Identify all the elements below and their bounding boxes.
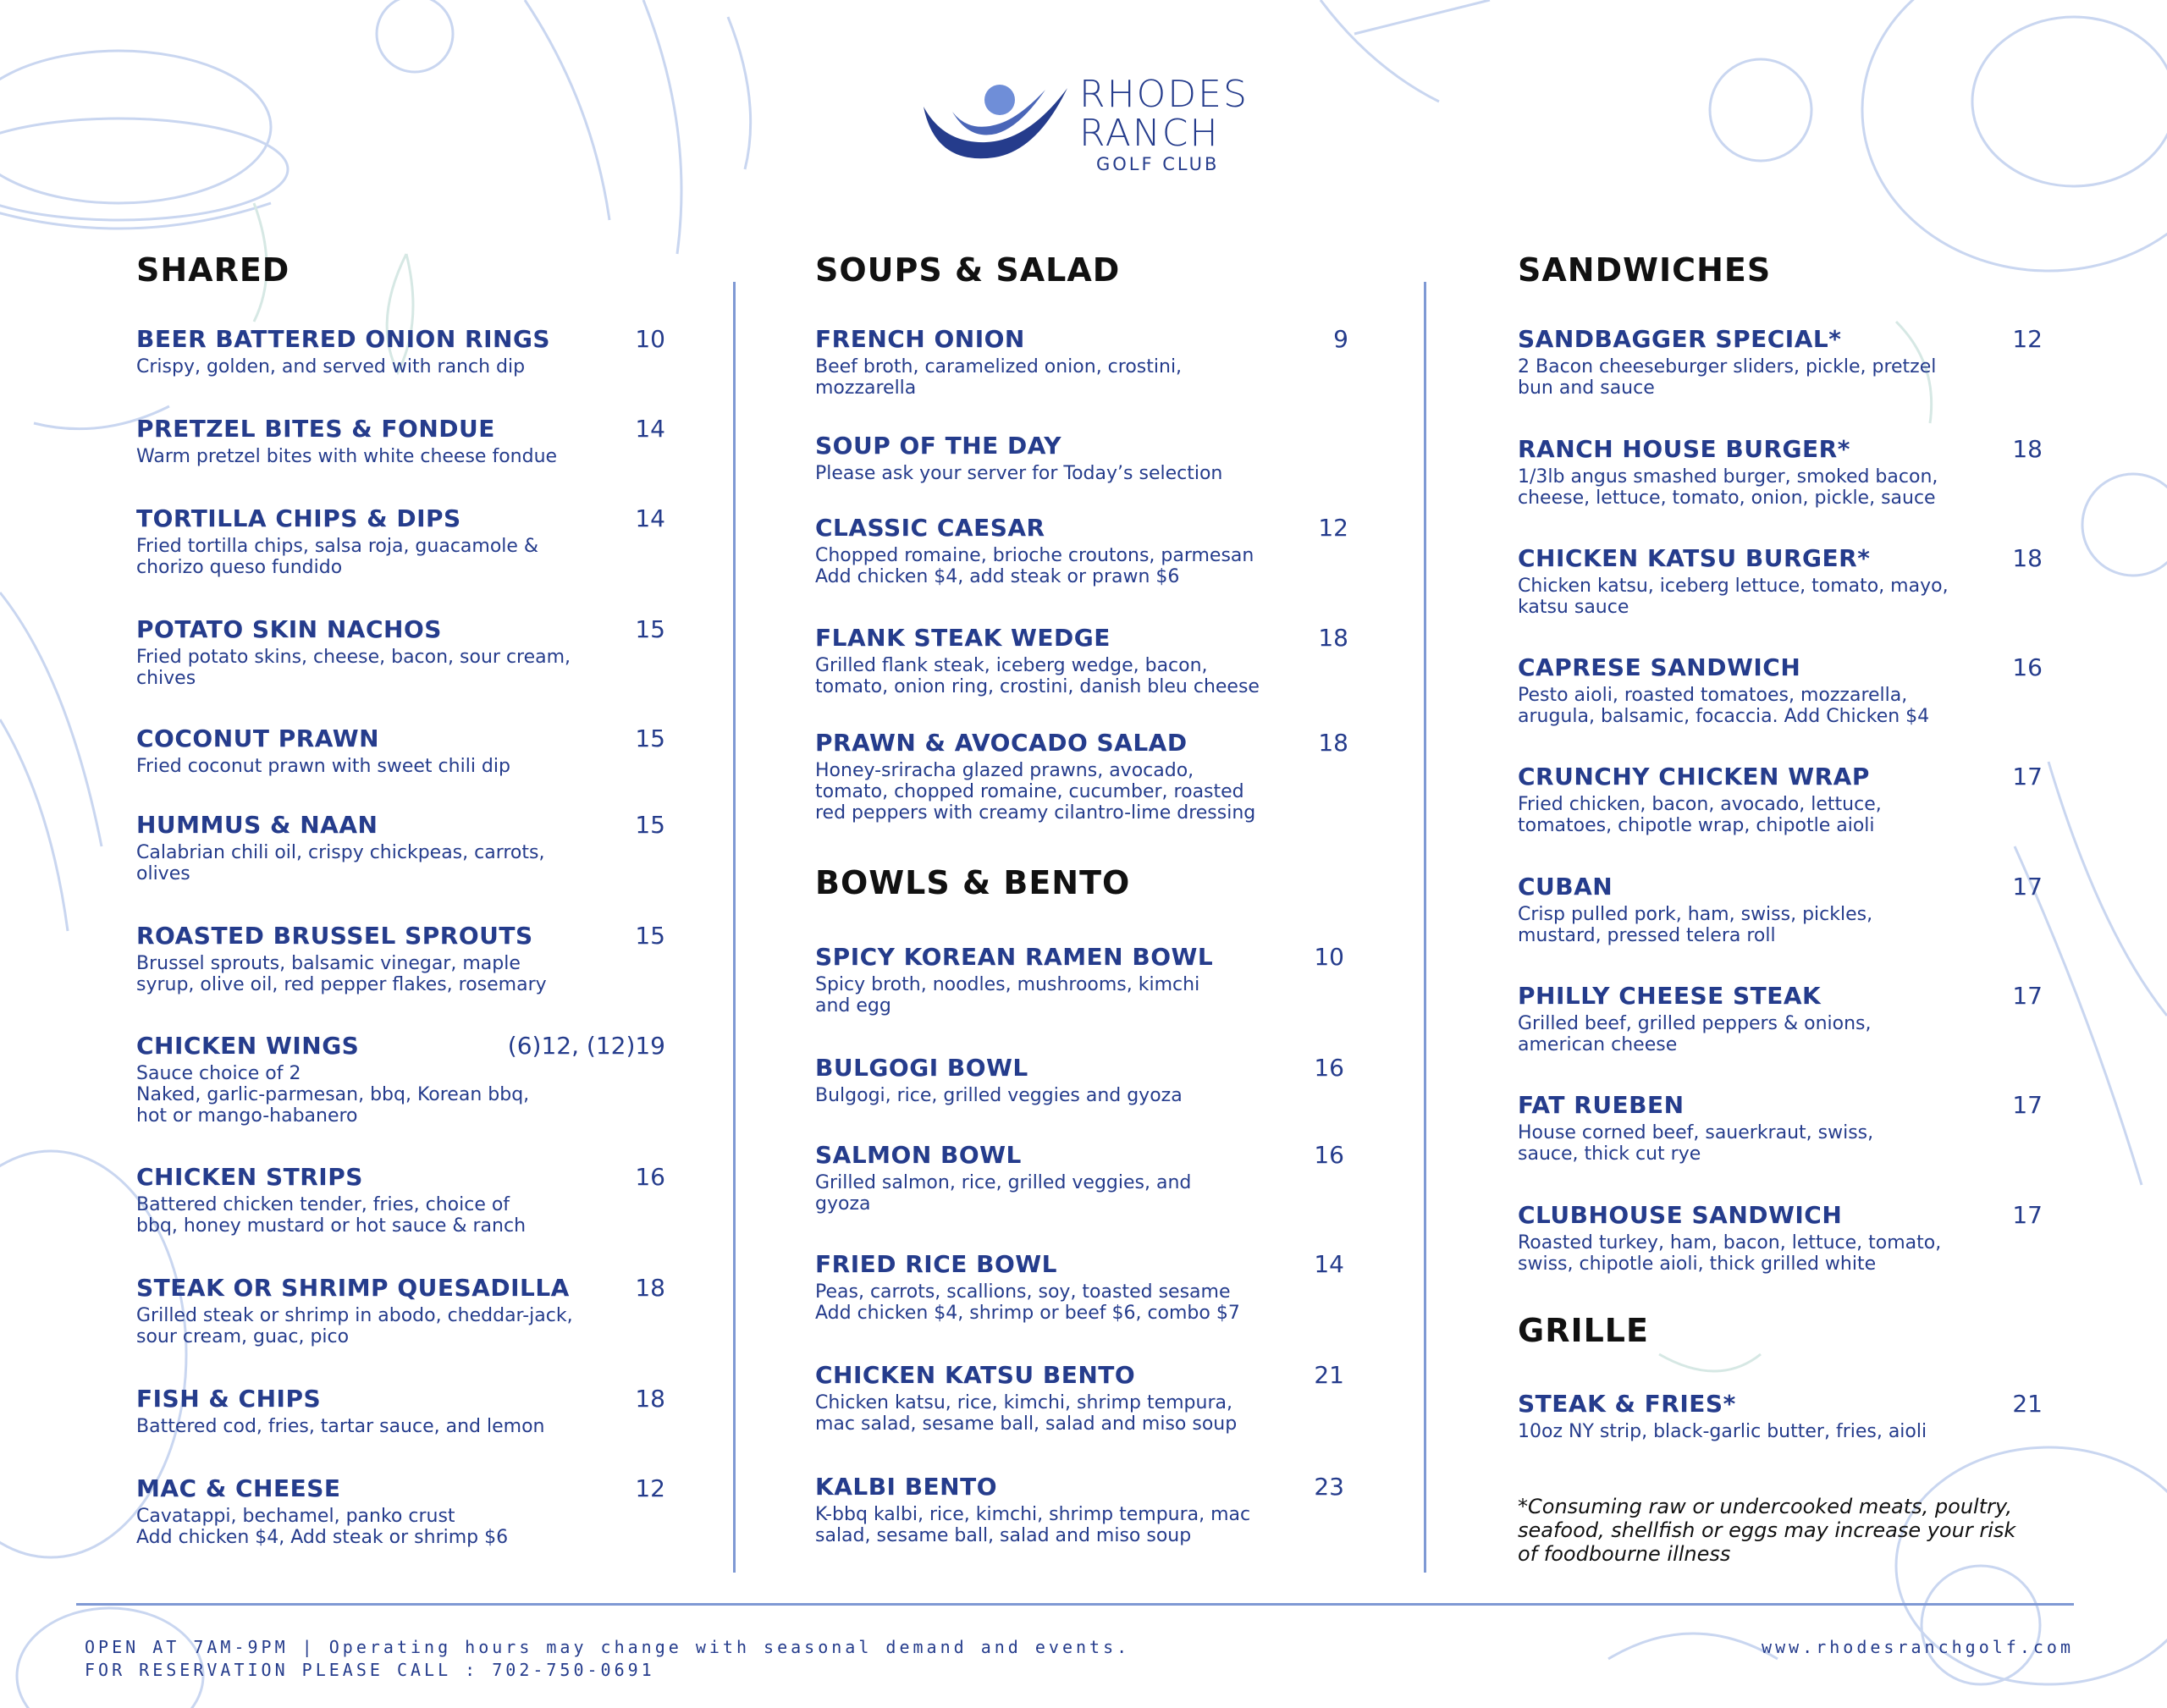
- item-description: Pesto aioli, roasted tomatoes, mozzarella, arugula, balsamic, focaccia. Add Chicken $4: [1518, 685, 1930, 727]
- item-price: 15: [635, 811, 665, 839]
- item-name: CAPRESE SANDWICH: [1518, 653, 1801, 681]
- item-description: Warm pretzel bites with white cheese fondue: [136, 446, 558, 467]
- item-description: Fried chicken, bacon, avocado, lettuce, tomatoes, chipotle wrap, chipotle aioli: [1518, 794, 1882, 836]
- item-price: 12: [2012, 325, 2043, 353]
- item-description: Peas, carrots, scallions, soy, toasted sesame Add chicken $4, shrimp or beef $6, combo $7: [815, 1281, 1240, 1324]
- item-price: 15: [635, 922, 665, 950]
- item-description: Fried potato skins, cheese, bacon, sour cream, chives: [136, 647, 571, 689]
- item-description: Brussel sprouts, balsamic vinegar, maple syrup, olive oil, red pepper flakes, rosemary: [136, 953, 547, 995]
- menu-item: [136, 1163, 665, 1237]
- item-description: Battered cod, fries, tartar sauce, and lemon: [136, 1416, 545, 1437]
- item-name: SANDBAGGER SPECIAL*: [1518, 325, 1842, 353]
- menu-item: [136, 504, 665, 578]
- menu-item: [136, 415, 665, 467]
- item-price: 16: [2012, 653, 2043, 681]
- section-title-sandwiches: SANDWICHES: [1518, 251, 1772, 289]
- item-name: STEAK & FRIES*: [1518, 1390, 1736, 1418]
- item-description: K-bbq kalbi, rice, kimchi, shrimp tempura, mac salad, sesame ball, salad and miso soup: [815, 1504, 1251, 1546]
- footer-website[interactable]: www.rhodesranchgolf.com: [1762, 1637, 2074, 1657]
- menu-item: [815, 432, 1348, 484]
- brand-line-1: RHODES: [1079, 73, 1249, 116]
- menu-item: [136, 811, 665, 884]
- menu-item: [815, 729, 1348, 824]
- menu-item: [136, 325, 665, 377]
- item-description: Chicken katsu, iceberg lettuce, tomato, mayo, katsu sauce: [1518, 576, 1949, 618]
- menu-item: [1518, 1091, 2043, 1165]
- item-name: CHICKEN KATSU BURGER*: [1518, 544, 1871, 572]
- item-name: FLANK STEAK WEDGE: [815, 624, 1111, 652]
- item-price: 9: [1333, 325, 1348, 353]
- item-name: FAT RUEBEN: [1518, 1091, 1685, 1119]
- column-divider-left: [733, 282, 736, 1573]
- item-description: Calabrian chili oil, crispy chickpeas, carrots, olives: [136, 842, 545, 884]
- menu-item: [815, 943, 1344, 1017]
- item-description: Please ask your server for Today’s selection: [815, 463, 1223, 484]
- item-name: STEAK OR SHRIMP QUESADILLA: [136, 1274, 570, 1302]
- item-price: 18: [2012, 435, 2043, 463]
- footer-hours: OPEN AT 7AM-9PM | Operating hours may change with seasonal demand and events.: [85, 1637, 1131, 1657]
- item-description: 10oz NY strip, black-garlic butter, fries, aioli: [1518, 1421, 1927, 1442]
- item-price: 12: [1318, 514, 1348, 542]
- item-price: 16: [635, 1163, 665, 1191]
- item-price: 14: [1314, 1250, 1344, 1278]
- menu-item: [815, 514, 1348, 587]
- item-price: 12: [635, 1474, 665, 1502]
- item-price: 15: [635, 725, 665, 752]
- item-name: SPICY KOREAN RAMEN BOWL: [815, 943, 1214, 971]
- menu-item: [1518, 544, 2043, 618]
- menu-item: [136, 615, 665, 689]
- menu-item: [1518, 653, 2043, 727]
- section-title-grille: GRILLE: [1518, 1312, 1649, 1349]
- menu-item: [815, 1473, 1344, 1546]
- item-name: PHILLY CHEESE STEAK: [1518, 982, 1822, 1010]
- menu-item: [815, 624, 1348, 697]
- item-description: House corned beef, sauerkraut, swiss, sauce, thick cut rye: [1518, 1122, 1874, 1165]
- footer-reservation: FOR RESERVATION PLEASE CALL : 702-750-0691: [85, 1660, 655, 1680]
- menu-item: [1518, 1201, 2043, 1275]
- menu-item: [136, 1274, 665, 1347]
- item-description: Grilled flank steak, iceberg wedge, bacon, tomato, onion ring, crostini, danish bleu cheese: [815, 655, 1260, 697]
- item-description: Chicken katsu, rice, kimchi, shrimp tempura, mac salad, sesame ball, salad and miso soup: [815, 1392, 1238, 1435]
- menu-item: [815, 1361, 1344, 1435]
- item-price: 18: [635, 1274, 665, 1302]
- item-price: 17: [2012, 1091, 2043, 1119]
- item-description: Grilled steak or shrimp in abodo, cheddar-jack, sour cream, guac, pico: [136, 1305, 573, 1347]
- item-price: 10: [635, 325, 665, 353]
- item-description: Grilled beef, grilled peppers & onions, american cheese: [1518, 1013, 1872, 1055]
- item-price: 15: [635, 615, 665, 643]
- item-name: MAC & CHEESE: [136, 1474, 341, 1502]
- item-price: 23: [1314, 1473, 1344, 1501]
- menu-item: [136, 1474, 665, 1548]
- item-description: Bulgogi, rice, grilled veggies and gyoza: [815, 1085, 1183, 1106]
- menu-item: [1518, 435, 2043, 509]
- item-name: FRENCH ONION: [815, 325, 1025, 353]
- menu-item: [1518, 1390, 2043, 1442]
- item-name: RANCH HOUSE BURGER*: [1518, 435, 1850, 463]
- item-description: Grilled salmon, rice, grilled veggies, and gyoza: [815, 1172, 1192, 1215]
- menu-item: [1518, 763, 2043, 836]
- item-price: 17: [2012, 873, 2043, 901]
- item-description: Honey-sriracha glazed prawns, avocado, tomato, chopped romaine, cucumber, roasted red peppers with creamy cilantro-lime dressing: [815, 760, 1256, 824]
- item-price: 18: [2012, 544, 2043, 572]
- item-name: TORTILLA CHIPS & DIPS: [136, 504, 461, 532]
- item-name: CHICKEN KATSU BENTO: [815, 1361, 1136, 1389]
- menu-item: [815, 1141, 1344, 1215]
- item-name: COCONUT PRAWN: [136, 725, 380, 752]
- item-description: Fried coconut prawn with sweet chili dip: [136, 756, 510, 777]
- item-name: FRIED RICE BOWL: [815, 1250, 1057, 1278]
- item-description: Sauce choice of 2 Naked, garlic-parmesan, bbq, Korean bbq, hot or mango-habanero: [136, 1063, 530, 1127]
- item-price: 21: [1314, 1361, 1344, 1389]
- swoosh-logo-icon: [918, 73, 1071, 174]
- menu-item: [815, 325, 1348, 399]
- item-name: KALBI BENTO: [815, 1473, 998, 1501]
- menu-item: [815, 1054, 1344, 1106]
- item-price: 10: [1314, 943, 1344, 971]
- item-description: 1/3lb angus smashed burger, smoked bacon, cheese, lettuce, tomato, onion, pickle, sauce: [1518, 466, 1938, 509]
- item-price: 17: [2012, 1201, 2043, 1229]
- menu-item: [1518, 982, 2043, 1055]
- item-price: 18: [635, 1385, 665, 1413]
- item-price: 18: [1318, 729, 1348, 757]
- section-title-soups-salad: SOUPS & SALAD: [815, 251, 1121, 289]
- item-name: BULGOGI BOWL: [815, 1054, 1028, 1082]
- item-description: Fried tortilla chips, salsa roja, guacamole & chorizo queso fundido: [136, 536, 539, 578]
- item-description: 2 Bacon cheeseburger sliders, pickle, pretzel bun and sauce: [1518, 356, 1937, 399]
- item-name: SOUP OF THE DAY: [815, 432, 1062, 460]
- item-name: PRETZEL BITES & FONDUE: [136, 415, 495, 443]
- item-description: Battered chicken tender, fries, choice of bbq, honey mustard or hot sauce & ranch: [136, 1194, 527, 1237]
- item-name: CHICKEN STRIPS: [136, 1163, 363, 1191]
- brand-logo: [918, 73, 1257, 183]
- item-description: Spicy broth, noodles, mushrooms, kimchi and egg: [815, 974, 1200, 1017]
- menu-item: [1518, 325, 2043, 399]
- item-name: SALMON BOWL: [815, 1141, 1022, 1169]
- item-price: 17: [2012, 982, 2043, 1010]
- item-price: 16: [1314, 1141, 1344, 1169]
- item-description: Beef broth, caramelized onion, crostini, mozzarella: [815, 356, 1183, 399]
- menu-item: [136, 922, 665, 995]
- menu-item: [1518, 873, 2043, 946]
- item-name: CLASSIC CAESAR: [815, 514, 1045, 542]
- item-description: Roasted turkey, ham, bacon, lettuce, tomato, swiss, chipotle aioli, thick grilled white: [1518, 1232, 1942, 1275]
- item-price: 17: [2012, 763, 2043, 791]
- column-divider-right: [1424, 282, 1426, 1573]
- item-name: POTATO SKIN NACHOS: [136, 615, 442, 643]
- menu-item: [136, 1385, 665, 1437]
- item-name: ROASTED BRUSSEL SPROUTS: [136, 922, 533, 950]
- section-title-bowls-bento: BOWLS & BENTO: [815, 864, 1131, 901]
- item-price: 21: [2012, 1390, 2043, 1418]
- item-price: 18: [1318, 624, 1348, 652]
- brand-line-2: RANCH: [1079, 112, 1220, 155]
- menu-item: [815, 1250, 1344, 1324]
- consumption-warning-note: *Consuming raw or undercooked meats, poultry, seafood, shellfish or eggs may increase your risk of foodbourne illness: [1518, 1495, 2016, 1566]
- item-name: PRAWN & AVOCADO SALAD: [815, 729, 1188, 757]
- item-name: CUBAN: [1518, 873, 1613, 901]
- item-name: HUMMUS & NAAN: [136, 811, 378, 839]
- section-title-shared: SHARED: [136, 251, 290, 289]
- menu-item: [136, 1032, 665, 1127]
- item-name: CRUNCHY CHICKEN WRAP: [1518, 763, 1870, 791]
- item-description: Cavatappi, bechamel, panko crust Add chicken $4, Add steak or shrimp $6: [136, 1506, 509, 1548]
- item-name: CLUBHOUSE SANDWICH: [1518, 1201, 1843, 1229]
- item-price: 14: [635, 415, 665, 443]
- item-price: 16: [1314, 1054, 1344, 1082]
- menu-item: [136, 725, 665, 777]
- item-name: FISH & CHIPS: [136, 1385, 322, 1413]
- item-description: Chopped romaine, brioche croutons, parmesan Add chicken $4, add steak or prawn $6: [815, 545, 1254, 587]
- item-price: 14: [635, 504, 665, 532]
- footer-rule: [76, 1603, 2074, 1606]
- item-price: (6)12, (12)19: [507, 1032, 665, 1060]
- item-description: Crispy, golden, and served with ranch dip: [136, 356, 526, 377]
- brand-line-3: GOLF CLUB: [1096, 154, 1220, 174]
- item-description: Crisp pulled pork, ham, swiss, pickles, mustard, pressed telera roll: [1518, 904, 1873, 946]
- item-name: BEER BATTERED ONION RINGS: [136, 325, 551, 353]
- item-name: CHICKEN WINGS: [136, 1032, 360, 1060]
